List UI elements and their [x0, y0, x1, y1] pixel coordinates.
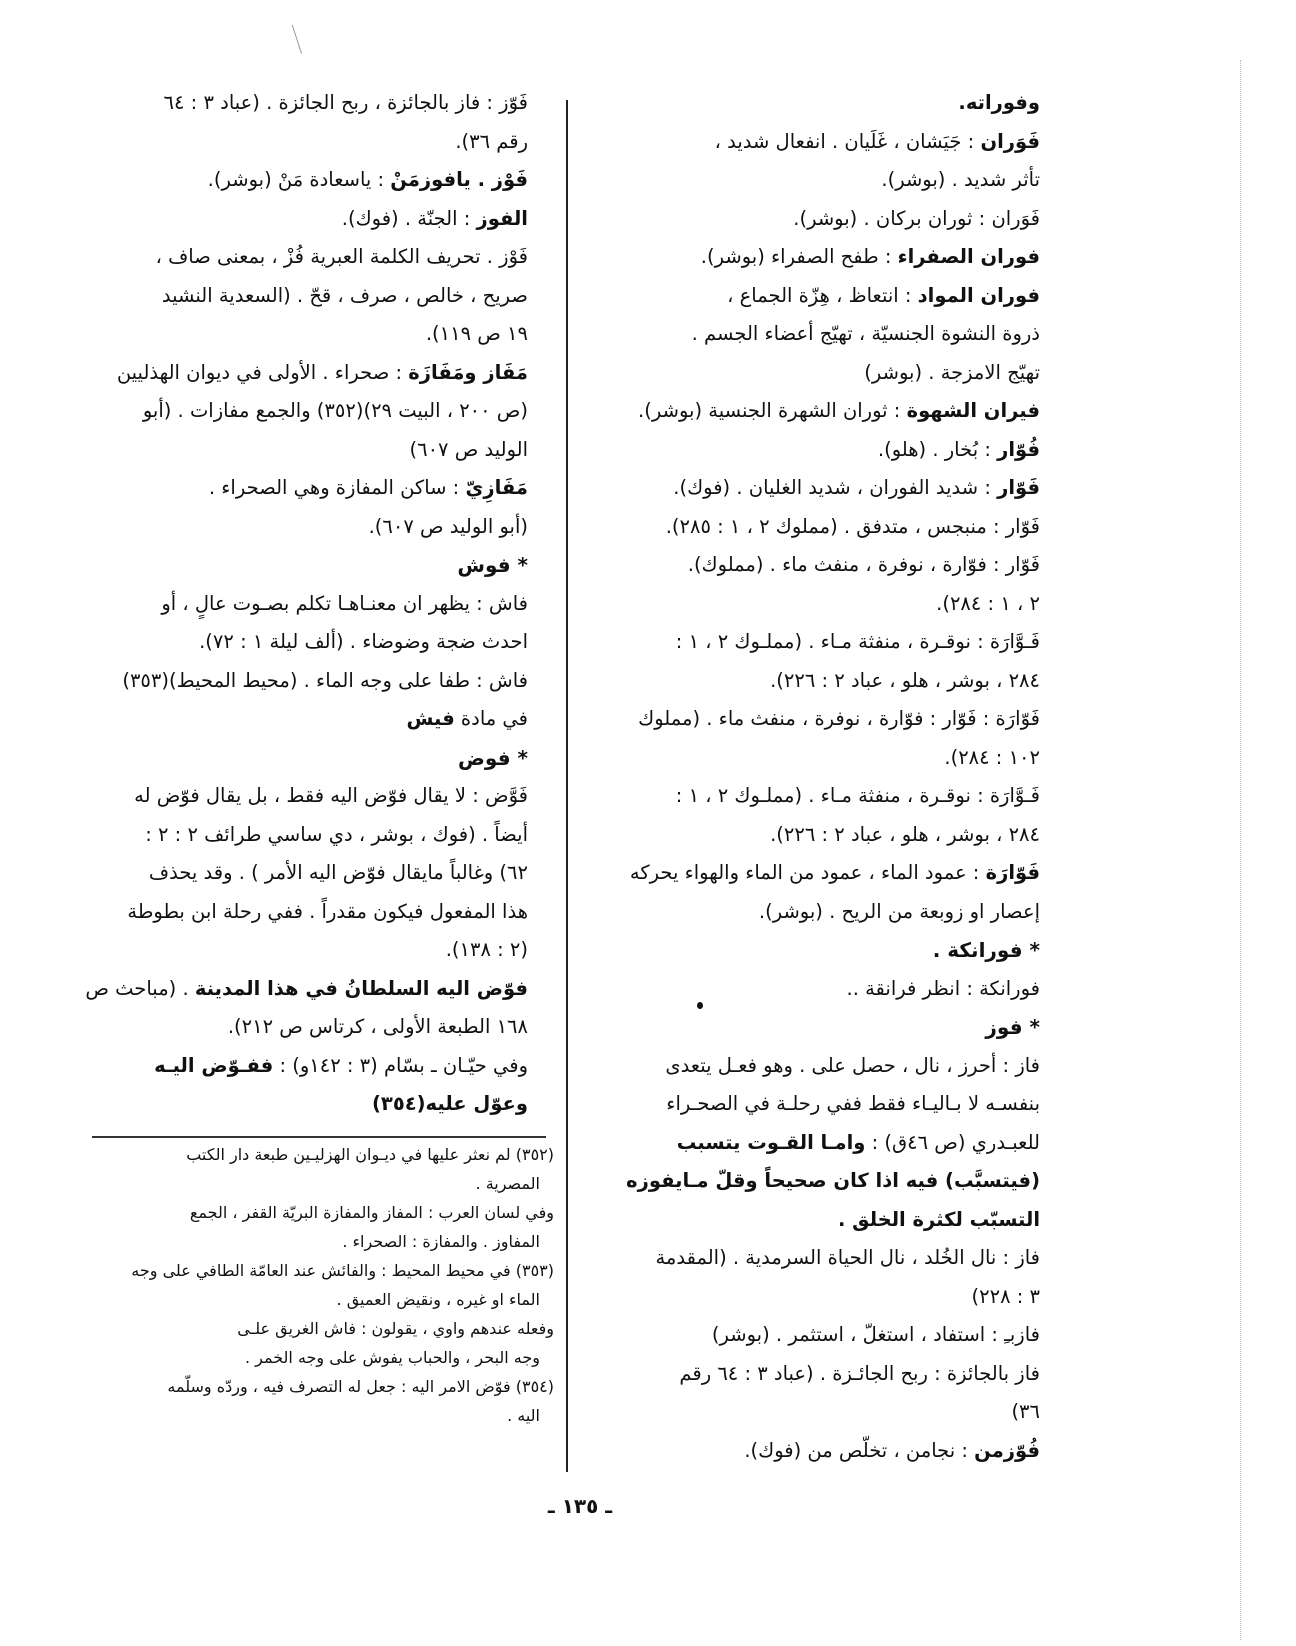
text-line — [84, 1085, 528, 1124]
line-text: ٢٨٤ ، بوشر ، هلو ، عباد ٢ : ٢٢٦). — [770, 822, 1040, 846]
line-text: التسبّب لكثرة الخلق . — [837, 1207, 1040, 1231]
text-line — [84, 200, 528, 239]
text-line — [84, 392, 528, 431]
text-line — [92, 1314, 554, 1343]
text-line — [600, 1047, 1040, 1086]
text-line — [600, 816, 1040, 855]
text-line — [84, 662, 528, 701]
column-divider — [566, 100, 568, 1472]
definition: في مادة — [454, 707, 528, 730]
emphasis: وامـا القـوت يتسبب — [676, 1130, 866, 1154]
headword: فيران الشهوة — [906, 399, 1040, 422]
headword: فُوّزمن — [974, 1438, 1040, 1462]
text-line — [600, 392, 1040, 431]
right-column — [600, 84, 1040, 1470]
line-text: فاش : طفا على وجه الماء . (محيط المحيط)(٣٥٣) — [122, 668, 528, 692]
text-line — [92, 1227, 554, 1256]
line-text: فاز بالجائزة : ربح الجائـزة . (عباد ٣ : ٦٤ رقم — [679, 1361, 1040, 1385]
text-line — [84, 84, 528, 123]
definition: : انتعاظ ، هِزّة الجماع ، — [727, 283, 918, 307]
line-text: (ص ٢٠٠ ، البيت ٢٩)(٣٥٢) والجمع مفازات . (أبو — [142, 399, 528, 422]
section-heading — [84, 739, 528, 778]
text-line — [600, 585, 1040, 624]
text-line — [84, 431, 528, 470]
emphasis: ففـوّض اليـه — [154, 1053, 274, 1077]
definition: : طفح الصفراء (بوشر). — [700, 245, 898, 268]
definition: : نجامن ، تخلّص من (فوك). — [744, 1438, 975, 1462]
text-line — [92, 1169, 554, 1198]
text-line — [84, 854, 528, 893]
line-text: الوليد ص ٦٠٧) — [409, 437, 528, 461]
text-line — [600, 431, 1040, 470]
text-line — [84, 970, 528, 1009]
line-text: (٣٥٢) لم نعثر عليها في ديـوان الهزليـين طبعة دار الكتب — [186, 1145, 554, 1164]
text-line — [600, 354, 1040, 393]
scan-mark — [292, 20, 316, 53]
text-line — [600, 161, 1040, 200]
line-text: (فيتسبَّب) فيه اذا كان صحيحاً وقلّ مـايفوزه — [626, 1169, 1040, 1192]
text-line — [92, 1401, 554, 1430]
text-line — [600, 277, 1040, 316]
line-text: ١٩ ص ١١٩). — [425, 322, 528, 345]
definition: : شديد الفوران ، شديد الغليان . (فوك). — [673, 476, 998, 499]
line-text: ١٦٨ الطبعة الأولى ، كرتاس ص ٢١٢). — [227, 1015, 528, 1038]
text-line — [600, 315, 1040, 354]
section-heading — [600, 931, 1040, 970]
line-text: فَـوَّارَة : نوقـرة ، منفثة مـاء . (مملـوك ٢ ، ١ : — [675, 784, 1040, 807]
text-line — [600, 623, 1040, 662]
definition: : عمود الماء ، عمود من الماء والهواء يحركه — [629, 861, 986, 884]
definition: . (مباحث ص — [85, 976, 195, 1000]
text-line — [92, 1256, 554, 1285]
text-line — [92, 1343, 554, 1372]
definition: : الجنّة . (فوك). — [341, 206, 477, 230]
text-line — [600, 546, 1040, 585]
text-line — [600, 508, 1040, 547]
definition: : بُخار . (هلو). — [877, 437, 998, 461]
line-text: وعوّل عليه(٣٥٤) — [372, 1092, 528, 1115]
text-line — [600, 1278, 1040, 1317]
text-line — [600, 662, 1040, 701]
line-text: وفي لسان العرب : المفاز والمفازة البريّة القفر ، الجمع — [189, 1203, 554, 1222]
text-line — [600, 893, 1040, 932]
headword: فوّض اليه السلطانُ في هذا المدينة — [194, 976, 528, 1000]
text-line — [600, 200, 1040, 239]
line-text: * فوش — [457, 553, 528, 577]
line-text: (٢ : ١٣٨). — [445, 938, 528, 961]
line-text: أيضاً . (فوك ، بوشر ، دي ساسي طرائف ٢ : ٢ : — [145, 822, 528, 846]
section-heading — [600, 1008, 1040, 1047]
line-text: ٢ ، ١ : ٢٨٤). — [936, 591, 1040, 615]
definition: : صحراء . الأولى في ديوان الهذليين — [116, 360, 409, 384]
headword: فوران المواد — [917, 283, 1040, 307]
text-line — [600, 84, 1040, 123]
definition: : ثوران الشهرة الجنسية (بوشر). — [638, 399, 907, 422]
text-line — [84, 238, 528, 277]
line-text: إعصار او زوبعة من الريح . (بوشر). — [758, 899, 1040, 923]
line-text: فَوّارَة : فَوّار : فوّارة ، نوفرة ، منفث ماء . (مملوك — [638, 707, 1040, 730]
line-text: فاز : نال الخُلد ، نال الحياة السرمدية . (المقدمة — [655, 1246, 1040, 1269]
definition: وفي حيّـان ـ بسّام (٣ : ١٤٢و) : — [273, 1053, 528, 1077]
line-text: الماء او غيره ، ونقيض العميق . — [336, 1290, 540, 1309]
section-heading — [84, 546, 528, 585]
line-text: صريح ، خالص ، صرف ، قحّ . (السعدية النشيد — [161, 283, 528, 307]
emphasis: فيش — [406, 707, 455, 730]
text-line — [84, 315, 528, 354]
text-line — [600, 854, 1040, 893]
line-text: ٢٨٤ ، بوشر ، هلو ، عباد ٢ : ٢٢٦). — [770, 668, 1040, 692]
line-text: رقم ٣٦). — [455, 129, 528, 153]
line-text: فَوّار : منبجس ، متدفق . (مملوك ٢ ، ١ : ٢٨٥). — [665, 514, 1040, 538]
line-text: (٣٥٤) فوّض الامر اليه : جعل له التصرف فيه ، وردّه وسلّمه — [167, 1377, 554, 1396]
text-line — [600, 1432, 1040, 1471]
text-line — [600, 469, 1040, 508]
text-line — [84, 1008, 528, 1047]
line-text: فَوَران : ثوران بركان . (بوشر). — [793, 206, 1040, 230]
text-line — [84, 777, 528, 816]
line-text: فازبـِ : استفاد ، استغلّ ، استثمر . (بوشر) — [711, 1323, 1040, 1346]
line-text: فَوّز : فاز بالجائزة ، ربح الجائزة . (عباد ٣ : ٦٤ — [163, 91, 528, 114]
line-text: تأثر شديد . (بوشر). — [881, 168, 1040, 191]
text-line — [600, 238, 1040, 277]
text-line — [600, 1162, 1040, 1201]
text-line — [84, 123, 528, 162]
left-column — [84, 84, 528, 1124]
line-text: تهيّج الامزجة . (بوشر) — [864, 360, 1040, 384]
line-text: ٦٢) وغالباً مايقال فوّض اليه الأمر ) . وقد يحذف — [148, 861, 528, 884]
text-line — [600, 1085, 1040, 1124]
text-line — [84, 816, 528, 855]
text-line — [84, 931, 528, 970]
line-text: * فوز — [985, 1015, 1040, 1039]
text-line — [600, 777, 1040, 816]
line-text: المصرية . — [475, 1174, 540, 1193]
line-text: هذا المفعول فيكون مقدراً . ففي رحلة ابن بطوطة — [127, 899, 528, 923]
line-text: * فوض — [458, 745, 528, 770]
text-line — [84, 623, 528, 662]
line-text: فَـوَّارَة : نوقـرة ، منفثة مـاء . (مملـوك ٢ ، ١ : — [675, 630, 1040, 653]
line-text: ١٠٢ : ٢٨٤). — [944, 745, 1040, 769]
footnotes — [92, 1140, 554, 1430]
ink-dot — [697, 1002, 703, 1009]
line-text: * فورانكة . — [932, 938, 1040, 962]
line-text: اليه . — [507, 1406, 540, 1425]
headword: فَوّار — [997, 476, 1040, 499]
definition: : ياسعادة مَنْ (بوشر). — [207, 168, 391, 191]
text-line — [600, 1201, 1040, 1240]
text-line — [92, 1372, 554, 1401]
text-line — [600, 970, 1040, 1009]
line-text: فَوَّض : لا يقال فوّض اليه فقط ، بل يقال فوّض له — [134, 784, 528, 807]
text-line — [92, 1198, 554, 1227]
line-text: فاش : يظهر ان معنـاهـا تكلم بصـوت عالٍ ، أو — [161, 591, 528, 615]
line-text: المفاوز . والمفازة : الصحراء . — [342, 1232, 540, 1251]
text-line — [84, 700, 528, 739]
line-text: ذروة النشوة الجنسيّة ، تهيّج أعضاء الجسم . — [691, 322, 1040, 345]
line-text: احدث ضجة وضوضاء . (ألف ليلة ١ : ٧٢). — [199, 630, 528, 653]
page-number: ـ ١٣٥ ـ — [547, 1494, 613, 1518]
headword: الفوز — [476, 206, 528, 230]
text-line — [600, 1124, 1040, 1163]
headword: فَوّارَة — [985, 861, 1040, 884]
text-line — [600, 1239, 1040, 1278]
line-text: فَوْز . تحريف الكلمة العبرية فُزْ ، بمعنى صاف ، — [155, 245, 528, 268]
line-text: فورانكة : انظر فرانقة .. — [846, 976, 1040, 1000]
text-line — [600, 700, 1040, 739]
text-line — [600, 1393, 1040, 1432]
line-text: (أبو الوليد ص ٦٠٧). — [368, 514, 528, 538]
headword: فَوَران — [980, 129, 1040, 153]
definition: للعبـدري (ص ٤٦ق) : — [865, 1130, 1040, 1154]
text-line — [84, 469, 528, 508]
text-line — [84, 585, 528, 624]
text-line — [600, 1316, 1040, 1355]
headword: مَفَاز ومَفَازَة — [408, 360, 528, 384]
line-text: بنفسـه لا بـاليـاء فقط ففي رحلـة في الصحـراء — [666, 1092, 1040, 1115]
text-line — [84, 508, 528, 547]
line-text: وفعله عندهم واوي ، يقولون : فاش الغريق علـى — [237, 1319, 554, 1338]
line-text: ٣٦) — [1011, 1400, 1040, 1423]
text-line — [92, 1285, 554, 1314]
headword: مَفَازِيّ — [465, 476, 528, 499]
line-text: وفوراته. — [958, 91, 1040, 114]
text-line — [600, 123, 1040, 162]
line-text: فاز : أحرز ، نال ، حصل على . وهو فعـل يتعدى — [665, 1053, 1040, 1077]
line-text: (٣٥٣) في محيط المحيط : والفائش عند العامّة الطافي على وجه — [131, 1261, 554, 1280]
text-line — [84, 1047, 528, 1086]
headword: فَوْز . يافوزمَنْ — [390, 168, 528, 191]
line-text: وجه البحر ، والحباب يفوش على وجه الخمر . — [244, 1348, 540, 1367]
text-line — [92, 1140, 554, 1169]
line-text: فَوّار : فوّارة ، نوفرة ، منفث ماء . (مملوك). — [687, 553, 1040, 576]
definition: : ساكن المفازة وهي الصحراء . — [208, 476, 466, 499]
text-line — [84, 161, 528, 200]
text-line — [600, 739, 1040, 778]
text-line — [84, 277, 528, 316]
headword: فوران الصفراء — [897, 245, 1040, 268]
line-text: ٣ : ٢٢٨) — [971, 1284, 1040, 1308]
text-line — [84, 893, 528, 932]
text-line — [84, 354, 528, 393]
footnote-rule — [92, 1136, 546, 1138]
text-line — [600, 1355, 1040, 1394]
scan-edge — [1240, 60, 1242, 1640]
headword: فُوّار — [997, 437, 1040, 461]
definition: : جَيَشان ، غَلَيان . انفعال شديد ، — [714, 129, 981, 153]
